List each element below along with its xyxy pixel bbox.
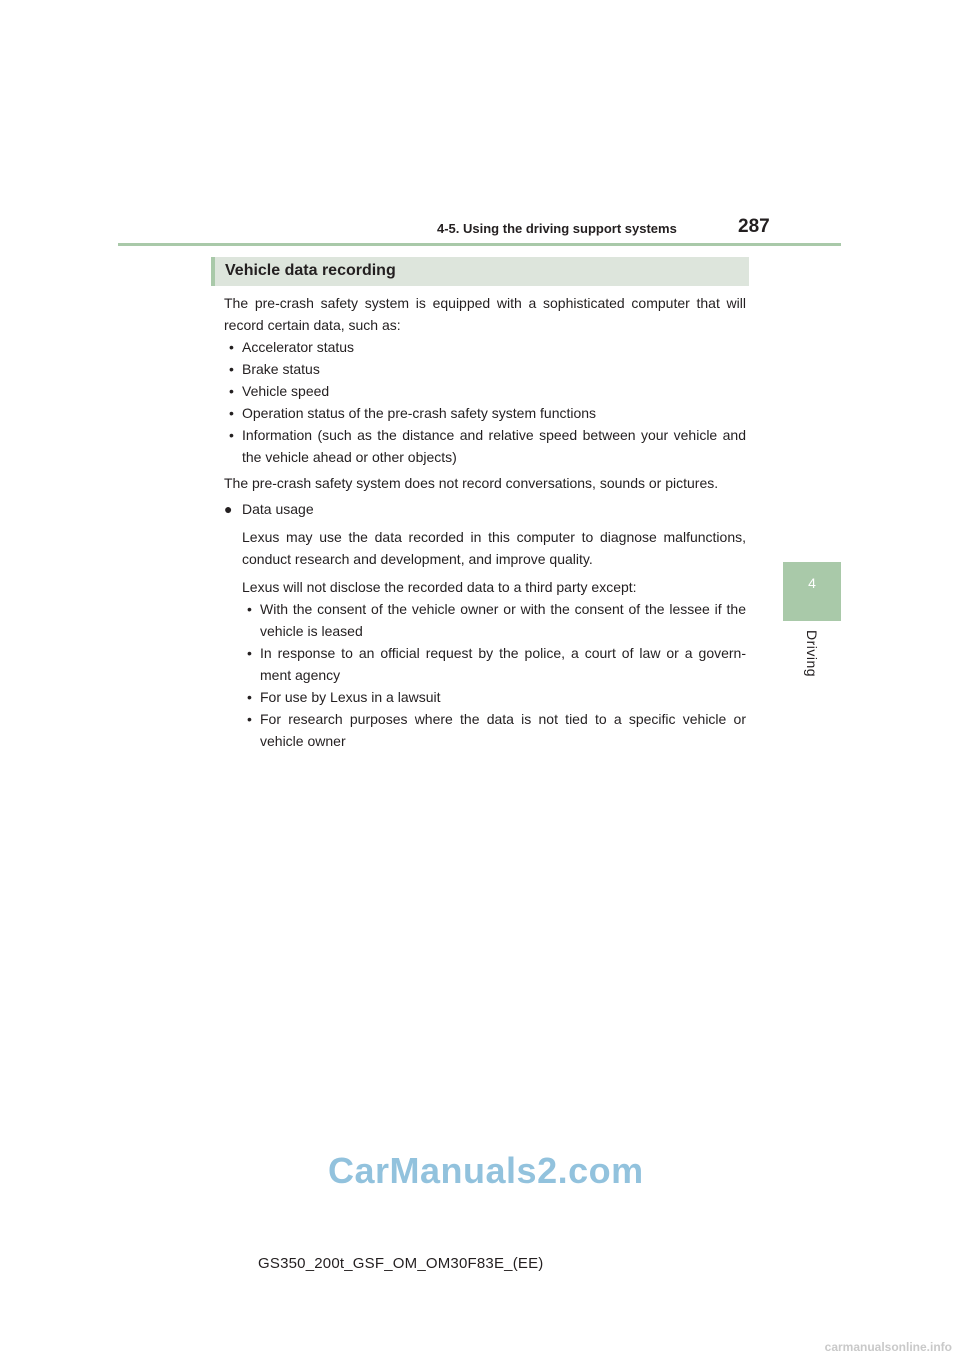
section-heading-bar [211,257,749,286]
watermark-logo: CarManuals2.com [328,1150,644,1191]
note-paragraph: The pre-crash safety system does not record conversations, sounds or pictures. [224,475,719,491]
recorded-items-list [224,336,746,468]
section-content [224,292,746,752]
list-item: • Vehicle speed [224,380,746,402]
data-usage-heading: Data usage [242,501,314,517]
list-item: • In response to an official request by the police, a court of law or a govern-ment agency [242,642,746,686]
chapter-tab [783,562,841,621]
list-item: • Operation status of the pre-crash safety system functions [224,402,746,424]
list-item: • For research purposes where the data is not tied to a specific vehicle or vehicle owner [242,708,746,752]
document-code: GS350_200t_GSF_OM_OM30F83E_(EE) [258,1255,544,1272]
chapter-label: Driving [804,630,820,678]
chapter-number: 4 [808,575,816,591]
list-item: • With the consent of the vehicle owner or with the consent of the lessee if the vehicle is leased [242,598,746,642]
list-item: • Information (such as the distance and relative speed between your vehicle and the vehicle ahead or other objects) [224,424,746,468]
list-item: • For use by Lexus in a lawsuit [242,686,746,708]
header-divider [118,243,841,246]
header-section-title: 4-5. Using the driving support systems [437,221,677,236]
intro-paragraph: The pre-crash safety system is equipped with a sophisticated computer that will record certain data, such as: [224,295,746,333]
list-item: • Brake status [224,358,746,380]
data-usage-section [224,498,746,752]
list-item: • Accelerator status [224,336,746,358]
exceptions-list [242,598,746,752]
data-usage-body [242,498,746,752]
data-usage-paragraph: Lexus may use the data recorded in this computer to diagnose malfunctions, conduct research and development, and improve quality. [242,529,746,567]
site-link[interactable]: carmanualsonline.info [824,1340,952,1354]
bullet-icon: ● [224,501,233,517]
section-title: Vehicle data recording [225,262,396,279]
page-number: 287 [738,216,770,237]
footer-strip [0,1340,960,1358]
disclosure-paragraph: Lexus will not disclose the recorded data to a third party except: [242,579,637,595]
